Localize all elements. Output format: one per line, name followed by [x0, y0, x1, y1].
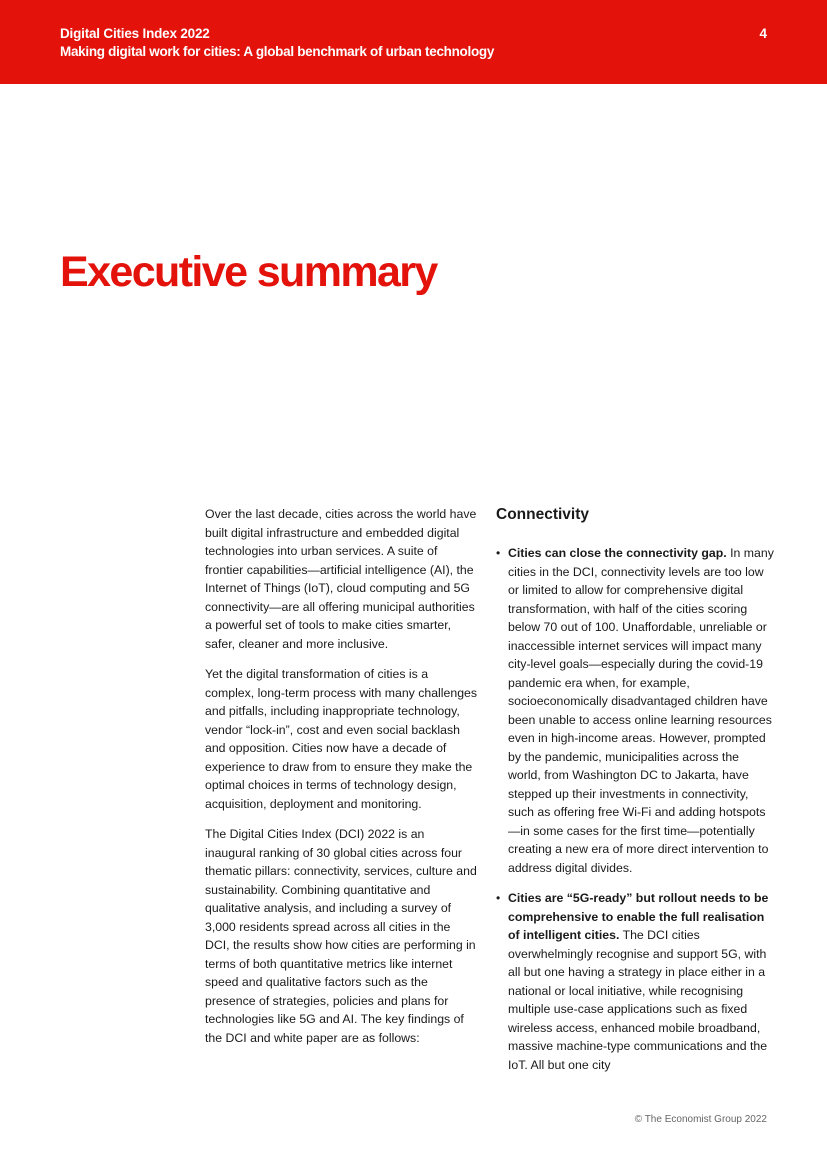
bullet-icon: •	[496, 891, 501, 905]
finding-text: In many cities in the DCI, connectivity levels are too low or limited to allow for comprehensive digital transformation, with half of the cities scoring below 70 out of 100. Unaffordable, unreliable or inaccessible internet services will impact many city-level goals—especially during the covid-19 pandemic era when, for example, socioeconomically disadvantaged children have been unable to access online learning resources even in high-income areas. However, prompted by the pandemic, municipalities across the world, from Washington DC to Jakarta, have stepped up their investments in connectivity, such as offering free Wi-Fi and adding hotspots—in some cases for the first time—potentially creating a new era of more direct intervention to address digital divides.	[508, 546, 774, 875]
finding-lead: Cities are “5G-ready” but rollout needs to be comprehensive to enable the full realisation of intelligent cities.	[508, 891, 769, 942]
page-number: 4	[759, 26, 767, 41]
finding-text: The DCI cities overwhelmingly recognise and support 5G, with all but one having a strategy in place either in a national or local initiative, while recognising multiple use-case applications such as fixed wireless access, enhanced mobile broadband, massive machine-type communications and the IoT. All but one city	[508, 928, 768, 1072]
right-column	[496, 505, 774, 1086]
copyright-footer: © The Economist Group 2022	[634, 1114, 767, 1125]
header-bar	[0, 0, 827, 84]
intro-paragraph-2: Yet the digital transformation of cities is a complex, long-term process with many challenges and pitfalls, including inappropriate technology, vendor “lock-in”, cost and even social backlash and opposition. Cities now have a decade of experience to draw from to ensure they make the optimal choices in terms of technology design, acquisition, deployment and monitoring.	[205, 667, 478, 811]
intro-paragraph-1: Over the last decade, cities across the world have built digital infrastructure and embedded digital technologies into urban services. A suite of frontier capabilities—artificial intelligence (AI), the Internet of Things (IoT), cloud computing and 5G connectivity—are all offering municipal authorities a powerful set of tools to make cities smarter, safer, cleaner and more inclusive.	[205, 507, 477, 651]
section-heading-connectivity: Connectivity	[496, 506, 590, 523]
list-item	[496, 889, 774, 1074]
findings-list	[496, 544, 774, 1074]
list-item	[496, 544, 774, 877]
intro-paragraph-3: The Digital Cities Index (DCI) 2022 is an inaugural ranking of 30 global cities across four thematic pillars: connectivity, services, culture and sustainability. Combining quantitative and qualitative analysis, and including a survey of 3,000 residents spread across all cities in the DCI, the results show how cities are performing in terms of both quantitative metrics like internet speed and qualitative factors such as the presence of strategies, policies and plans for technologies like 5G and AI. The key findings of the DCI and white paper are as follows:	[205, 827, 477, 1045]
report-subtitle: Making digital work for cities: A global benchmark of urban technology	[60, 44, 495, 59]
report-title: Digital Cities Index 2022	[60, 26, 210, 41]
finding-lead: Cities can close the connectivity gap.	[508, 546, 727, 560]
page-title: Executive summary	[60, 248, 437, 296]
left-column	[205, 505, 477, 1059]
bullet-icon: •	[496, 546, 501, 560]
